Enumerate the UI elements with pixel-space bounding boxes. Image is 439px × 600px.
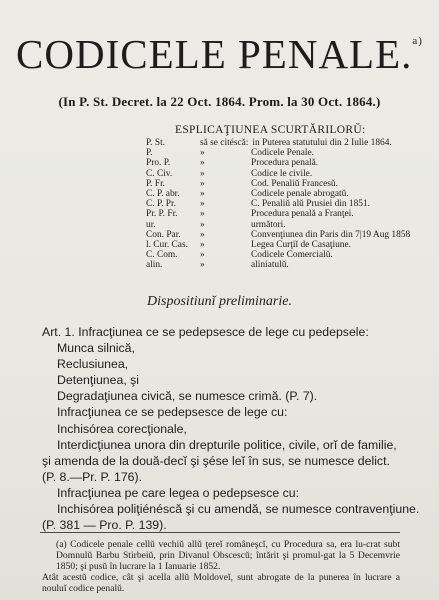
- abbreviation-value: următori.: [251, 219, 286, 230]
- article-line: Degradaţiunea civică, se numesce crimă. (P. 7).: [57, 389, 318, 404]
- footnote-paragraph: Atât acestŭ codice, cât şi acella allŭ Moldoveĭ, sunt abrogate de la punerea în lucrare a nouluĭ codice penalŭ.: [42, 571, 400, 594]
- abbreviation-value: Cod. Penaliǔ Francesǔ.: [251, 178, 338, 189]
- preliminary-heading: Dispositiunĭ preliminarie.: [147, 294, 292, 309]
- article-line: Inchisórea poliţiénéscă şi cu amendă, se numesce contravenţiune.: [57, 502, 420, 517]
- abbreviation-row: [146, 179, 410, 189]
- abbreviation-value: Legea Curţiĭ de Casaţiune.: [251, 240, 351, 251]
- abbreviation-row: [146, 138, 410, 148]
- abbreviation-row: [146, 189, 410, 199]
- abbreviation-row: [146, 158, 410, 168]
- abbreviation-key: C. Com.: [146, 250, 178, 261]
- article-line: Art. 1. Infracţiunea ce se pedepsesce de lege cu pedepsele:: [42, 325, 369, 339]
- abbreviation-value: Procedura penală a Franţei.: [251, 209, 354, 220]
- abbreviations-list: [146, 138, 410, 271]
- document-title: [0, 31, 439, 77]
- abbreviation-key: P. St.: [146, 138, 166, 148]
- abbreviation-row: [146, 260, 410, 270]
- abbreviation-row: [146, 169, 410, 179]
- abbreviation-value: Codicele Comercialǔ.: [251, 250, 333, 261]
- abbreviation-value: Procedura penală.: [251, 158, 319, 169]
- abbreviation-row: [146, 240, 410, 250]
- article-line: Infracţiunea pe care legea o pedepsesce cu:: [57, 485, 300, 500]
- abbreviation-value: Codice le civile.: [251, 168, 313, 179]
- decree-line: (In P. St. Decret. la 22 Oct. 1864. Prom. la 30 Oct. 1864.): [58, 94, 381, 109]
- abbreviation-key: C. P. Pr.: [146, 199, 176, 210]
- abbreviation-ditto: »: [200, 250, 207, 261]
- abbreviations-heading: ESPLICAŢIUNEA SCURTĂRILORŬ:: [175, 124, 366, 136]
- abbreviation-value: aliniatulǔ.: [251, 260, 289, 271]
- abbreviation-ditto: »: [200, 199, 207, 210]
- abbreviation-value: Codicele penale abrogatǔ.: [251, 189, 349, 200]
- abbreviation-row: [146, 148, 410, 158]
- abbreviation-key: ur.: [146, 219, 156, 230]
- article-line: (P. 381 — Pro. P. 139).: [42, 518, 167, 533]
- abbreviation-key: Con. Par.: [146, 229, 181, 240]
- article-line: Reclusiunea,: [57, 357, 129, 372]
- abbreviation-value: C. Penaliǔ alǔ Prusiei din 1851.: [251, 199, 371, 210]
- title-footnote-marker: a): [412, 35, 423, 47]
- article-line: Inchisórea corecţionale,: [57, 421, 187, 436]
- title-text: CODICELE PENALE.: [16, 31, 413, 77]
- article-line: şi amenda de la două-decĭ şi şése leĭ în sus, se numesce delict.: [42, 453, 390, 468]
- article-line: Infracţiunea ce se pedepsesce de lege cu:: [57, 405, 288, 420]
- article-line: Munca silnică,: [57, 341, 135, 356]
- abbreviation-ditto: »: [200, 219, 207, 230]
- abbreviation-ditto: »: [200, 168, 207, 179]
- abbreviation-ditto: »: [200, 148, 207, 159]
- abbreviation-key: C. P. abr.: [146, 189, 180, 200]
- abbreviation-ditto: »: [200, 209, 207, 220]
- abbreviation-row: [146, 209, 410, 219]
- footnote-divider: [40, 532, 400, 533]
- abbreviation-row: [146, 220, 410, 230]
- abbreviation-row: [146, 230, 410, 240]
- abbreviation-key: P.: [146, 148, 153, 159]
- abbreviation-key: Pr. P. Fr.: [146, 209, 178, 220]
- footnote: [42, 540, 400, 595]
- abbreviation-ditto: »: [200, 178, 207, 189]
- abbreviation-key: P. Fr.: [146, 178, 166, 189]
- article-line: Detenţiunea, şi: [57, 373, 140, 388]
- abbreviation-ditto: »: [200, 260, 207, 271]
- abbreviation-ditto: »: [200, 229, 207, 240]
- abbreviation-ditto: »: [200, 240, 207, 251]
- abbreviation-row: [146, 250, 410, 260]
- abbreviation-key: Pro. P.: [146, 158, 171, 169]
- abbreviation-value: Codicele Penale.: [251, 148, 314, 159]
- article-line: (P. 8.—Pr. P. 176).: [42, 469, 143, 484]
- abbreviation-key: alin.: [146, 260, 163, 271]
- footnote-paragraph: (a) Codicele penale cellŭ vechiŭ allŭ ţereĭ româneşcĭ, cu Procedura sa, era lu-crat subt Domnulŭ Barbu Stirbeiŭ, prin Divanul Obscescŭ; întărit şi promul-gat la 5 Decemvrie 1850; şi pusŭ în lucrare la 1 Ianuarie 1852.: [56, 539, 400, 572]
- abbreviation-key: l. Cur. Cas.: [146, 240, 188, 251]
- abbreviation-row: [146, 199, 410, 209]
- abbreviation-ditto: »: [200, 158, 207, 169]
- abbreviation-ditto: »: [200, 189, 207, 200]
- article-line: Interdicţiunea unora din drepturile politice, civile, orĭ de familie,: [57, 437, 397, 452]
- article-text: [42, 324, 420, 533]
- abbreviation-ditto: să se citéscă:: [200, 138, 249, 148]
- abbreviation-value: Convenţiunea din Paris din 7|19 Aug 1858: [251, 229, 411, 240]
- abbreviation-value: in Puterea statutului din 2 Iulie 1864.: [252, 138, 392, 148]
- abbreviation-key: C. Civ.: [146, 168, 173, 179]
